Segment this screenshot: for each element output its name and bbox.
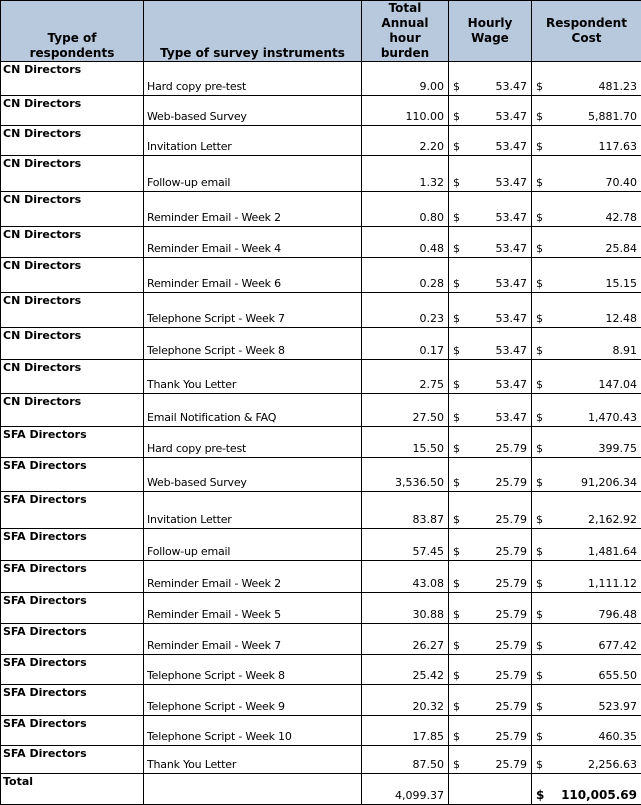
table-row (1, 716, 641, 746)
cost-currency: $ (536, 378, 543, 391)
annual-hour-burden: 83.87 (362, 492, 449, 529)
respondent-cost-cell (532, 458, 641, 492)
respondent-cost-cell (532, 716, 641, 746)
respondent-cost-cell (532, 492, 641, 529)
table-row (1, 394, 641, 427)
hourly-wage-cell (449, 655, 532, 685)
header-wage-line1: Hourly (468, 16, 513, 30)
respondent-cost: 25.84 (606, 242, 638, 255)
cost-currency: $ (536, 669, 543, 682)
respondent-cost-cell (532, 529, 641, 561)
respondent-type: CN Directors (1, 126, 144, 156)
wage-currency: $ (453, 545, 460, 558)
hourly-wage: 53.47 (496, 344, 528, 357)
respondent-type: SFA Directors (1, 458, 144, 492)
respondent-cost: 460.35 (599, 730, 638, 743)
cost-currency: $ (536, 312, 543, 325)
header-instruments: Type of survey instruments (144, 1, 362, 62)
annual-hour-burden: 2.75 (362, 360, 449, 394)
survey-instrument: Hard copy pre-test (144, 427, 362, 458)
header-cost (532, 1, 641, 62)
cost-currency: $ (536, 639, 543, 652)
respondent-type: CN Directors (1, 328, 144, 360)
survey-instrument: Reminder Email - Week 6 (144, 258, 362, 293)
annual-hour-burden: 87.50 (362, 746, 449, 774)
table-body (1, 62, 641, 774)
respondent-type: CN Directors (1, 96, 144, 126)
total-cost-cell (532, 774, 641, 805)
table-row (1, 561, 641, 593)
table-row (1, 655, 641, 685)
wage-currency: $ (453, 344, 460, 357)
table-row (1, 685, 641, 716)
wage-currency: $ (453, 669, 460, 682)
hourly-wage-cell (449, 394, 532, 427)
wage-currency: $ (453, 639, 460, 652)
wage-currency: $ (453, 378, 460, 391)
table-row (1, 126, 641, 156)
table-row (1, 746, 641, 774)
respondent-cost: 2,256.63 (588, 758, 637, 771)
wage-currency: $ (453, 577, 460, 590)
annual-hour-burden: 9.00 (362, 62, 449, 96)
survey-instrument: Email Notification & FAQ (144, 394, 362, 427)
total-row (1, 774, 641, 805)
hourly-wage: 25.79 (496, 669, 528, 682)
header-burden (362, 1, 449, 62)
hourly-wage: 25.79 (496, 730, 528, 743)
annual-hour-burden: 0.28 (362, 258, 449, 293)
cost-currency: $ (536, 242, 543, 255)
respondent-cost-cell (532, 561, 641, 593)
survey-instrument: Reminder Email - Week 5 (144, 593, 362, 624)
respondent-cost: 42.78 (606, 211, 638, 224)
respondent-type: CN Directors (1, 394, 144, 427)
hourly-wage: 25.79 (496, 639, 528, 652)
annual-hour-burden: 2.20 (362, 126, 449, 156)
respondent-type: CN Directors (1, 192, 144, 227)
respondent-type: SFA Directors (1, 655, 144, 685)
respondent-cost: 677.42 (599, 639, 638, 652)
respondent-cost-cell (532, 96, 641, 126)
table-row (1, 492, 641, 529)
hourly-wage-cell (449, 96, 532, 126)
wage-currency: $ (453, 700, 460, 713)
respondent-type: CN Directors (1, 293, 144, 328)
cost-currency: $ (536, 545, 543, 558)
header-burden-line2: hour burden (381, 31, 429, 60)
wage-currency: $ (453, 411, 460, 424)
respondent-cost: 2,162.92 (588, 513, 637, 526)
respondent-type: SFA Directors (1, 593, 144, 624)
respondent-cost-cell (532, 593, 641, 624)
survey-instrument: Telephone Script - Week 8 (144, 328, 362, 360)
survey-instrument: Follow-up email (144, 529, 362, 561)
respondent-cost-cell (532, 192, 641, 227)
survey-instrument: Reminder Email - Week 2 (144, 192, 362, 227)
annual-hour-burden: 17.85 (362, 716, 449, 746)
wage-currency: $ (453, 140, 460, 153)
hourly-wage-cell (449, 624, 532, 655)
respondent-cost-cell (532, 394, 641, 427)
table-row (1, 192, 641, 227)
annual-hour-burden: 0.48 (362, 227, 449, 258)
respondent-type: SFA Directors (1, 624, 144, 655)
cost-currency: $ (536, 476, 543, 489)
respondent-cost-cell (532, 746, 641, 774)
respondent-type: CN Directors (1, 62, 144, 96)
hourly-wage: 53.47 (496, 411, 528, 424)
cost-currency: $ (536, 277, 543, 290)
hourly-wage-cell (449, 258, 532, 293)
hourly-wage: 25.79 (496, 577, 528, 590)
respondent-cost-cell (532, 293, 641, 328)
respondent-cost: 1,470.43 (588, 411, 637, 424)
respondent-cost: 1,481.64 (588, 545, 637, 558)
cost-currency: $ (536, 577, 543, 590)
respondent-cost: 5,881.70 (588, 110, 637, 123)
respondent-cost-cell (532, 427, 641, 458)
respondent-cost: 12.48 (606, 312, 638, 325)
hourly-wage-cell (449, 492, 532, 529)
survey-instrument: Reminder Email - Week 4 (144, 227, 362, 258)
cost-currency: $ (536, 110, 543, 123)
header-wage-line2: Wage (471, 31, 509, 45)
cost-currency: $ (536, 80, 543, 93)
survey-instrument: Invitation Letter (144, 126, 362, 156)
table-row (1, 458, 641, 492)
hourly-wage-cell (449, 293, 532, 328)
respondent-type: SFA Directors (1, 561, 144, 593)
hourly-wage-cell (449, 62, 532, 96)
respondent-cost: 523.97 (599, 700, 638, 713)
respondent-cost: 117.63 (599, 140, 638, 153)
wage-currency: $ (453, 176, 460, 189)
respondent-cost: 8.91 (613, 344, 638, 357)
cost-currency: $ (536, 700, 543, 713)
annual-hour-burden: 1.32 (362, 156, 449, 192)
header-row (1, 1, 641, 62)
hourly-wage: 53.47 (496, 140, 528, 153)
table-row (1, 62, 641, 96)
hourly-wage-cell (449, 192, 532, 227)
respondent-cost-cell (532, 62, 641, 96)
respondent-type: SFA Directors (1, 492, 144, 529)
survey-instrument: Hard copy pre-test (144, 62, 362, 96)
respondent-cost-cell (532, 227, 641, 258)
wage-currency: $ (453, 312, 460, 325)
hourly-wage-cell (449, 716, 532, 746)
header-respondents: Type of respondents (1, 1, 144, 62)
respondent-cost: 91,206.34 (581, 476, 637, 489)
table-row (1, 624, 641, 655)
hourly-wage-cell (449, 458, 532, 492)
wage-currency: $ (453, 730, 460, 743)
hourly-wage: 25.79 (496, 476, 528, 489)
cost-currency: $ (536, 758, 543, 771)
survey-instrument: Follow-up email (144, 156, 362, 192)
survey-instrument: Telephone Script - Week 10 (144, 716, 362, 746)
wage-currency: $ (453, 608, 460, 621)
wage-currency: $ (453, 242, 460, 255)
respondent-cost-cell (532, 360, 641, 394)
hourly-wage: 53.47 (496, 378, 528, 391)
wage-currency: $ (453, 513, 460, 526)
respondent-cost: 796.48 (599, 608, 638, 621)
header-wage (449, 1, 532, 62)
hourly-wage: 25.79 (496, 545, 528, 558)
hourly-wage: 53.47 (496, 211, 528, 224)
annual-hour-burden: 27.50 (362, 394, 449, 427)
hourly-wage-cell (449, 156, 532, 192)
wage-currency: $ (453, 758, 460, 771)
respondent-type: SFA Directors (1, 685, 144, 716)
wage-currency: $ (453, 442, 460, 455)
respondent-type: CN Directors (1, 360, 144, 394)
survey-instrument: Telephone Script - Week 8 (144, 655, 362, 685)
survey-instrument: Reminder Email - Week 2 (144, 561, 362, 593)
hourly-wage: 53.47 (496, 110, 528, 123)
survey-instrument: Invitation Letter (144, 492, 362, 529)
hourly-wage-cell (449, 529, 532, 561)
respondent-cost-cell (532, 655, 641, 685)
respondent-type: SFA Directors (1, 746, 144, 774)
hourly-wage-cell (449, 427, 532, 458)
survey-instrument: Thank You Letter (144, 746, 362, 774)
respondent-cost: 15.15 (606, 277, 638, 290)
hourly-wage: 53.47 (496, 176, 528, 189)
respondent-cost-cell (532, 126, 641, 156)
survey-instrument: Telephone Script - Week 9 (144, 685, 362, 716)
table-row (1, 227, 641, 258)
wage-currency: $ (453, 110, 460, 123)
hourly-wage: 53.47 (496, 242, 528, 255)
table-row (1, 593, 641, 624)
annual-hour-burden: 0.80 (362, 192, 449, 227)
total-instrument-cell (144, 774, 362, 805)
wage-currency: $ (453, 476, 460, 489)
hourly-wage: 25.79 (496, 513, 528, 526)
hourly-wage-cell (449, 561, 532, 593)
table-row (1, 156, 641, 192)
cost-currency: $ (536, 211, 543, 224)
wage-currency: $ (453, 80, 460, 93)
respondent-type: SFA Directors (1, 427, 144, 458)
hourly-wage: 25.79 (496, 758, 528, 771)
annual-hour-burden: 3,536.50 (362, 458, 449, 492)
respondent-cost: 70.40 (606, 176, 638, 189)
table-row (1, 96, 641, 126)
respondent-cost: 1,111.12 (588, 577, 637, 590)
survey-instrument: Web-based Survey (144, 96, 362, 126)
cost-currency: $ (536, 411, 543, 424)
table-row (1, 293, 641, 328)
respondent-type: CN Directors (1, 258, 144, 293)
respondent-cost: 481.23 (599, 80, 638, 93)
table-row (1, 328, 641, 360)
hourly-wage: 53.47 (496, 80, 528, 93)
respondent-cost-cell (532, 258, 641, 293)
annual-hour-burden: 110.00 (362, 96, 449, 126)
hourly-wage: 25.79 (496, 442, 528, 455)
total-wage-cell (449, 774, 532, 805)
hourly-wage-cell (449, 685, 532, 716)
annual-hour-burden: 0.17 (362, 328, 449, 360)
wage-currency: $ (453, 277, 460, 290)
cost-currency: $ (536, 176, 543, 189)
annual-hour-burden: 20.32 (362, 685, 449, 716)
annual-hour-burden: 25.42 (362, 655, 449, 685)
cost-currency: $ (536, 140, 543, 153)
cost-currency: $ (536, 513, 543, 526)
cost-currency: $ (536, 442, 543, 455)
respondent-cost: 399.75 (599, 442, 638, 455)
cost-currency: $ (536, 344, 543, 357)
total-cost-currency: $ (536, 788, 544, 802)
annual-hour-burden: 0.23 (362, 293, 449, 328)
header-burden-line1: Total Annual (381, 1, 428, 30)
annual-hour-burden: 57.45 (362, 529, 449, 561)
hourly-wage-cell (449, 126, 532, 156)
annual-hour-burden: 15.50 (362, 427, 449, 458)
table-row (1, 427, 641, 458)
hourly-wage-cell (449, 227, 532, 258)
respondent-type: CN Directors (1, 227, 144, 258)
survey-instrument: Thank You Letter (144, 360, 362, 394)
annual-hour-burden: 30.88 (362, 593, 449, 624)
header-cost-line1: Respondent (546, 16, 627, 30)
respondent-type: SFA Directors (1, 716, 144, 746)
survey-instrument: Telephone Script - Week 7 (144, 293, 362, 328)
table-row (1, 529, 641, 561)
hourly-wage: 25.79 (496, 608, 528, 621)
respondent-type: SFA Directors (1, 529, 144, 561)
respondent-cost: 147.04 (599, 378, 638, 391)
header-cost-line2: Cost (572, 31, 602, 45)
respondent-type: CN Directors (1, 156, 144, 192)
hourly-wage-cell (449, 360, 532, 394)
cost-currency: $ (536, 608, 543, 621)
respondent-cost-cell (532, 328, 641, 360)
respondent-cost-cell (532, 685, 641, 716)
total-burden: 4,099.37 (362, 774, 449, 805)
table-row (1, 360, 641, 394)
hourly-wage-cell (449, 746, 532, 774)
respondent-cost: 655.50 (599, 669, 638, 682)
hourly-wage-cell (449, 593, 532, 624)
total-cost: 110,005.69 (561, 788, 637, 802)
hourly-wage: 53.47 (496, 312, 528, 325)
total-label: Total (1, 774, 144, 805)
hourly-wage-cell (449, 328, 532, 360)
respondent-cost-cell (532, 624, 641, 655)
annual-hour-burden: 43.08 (362, 561, 449, 593)
wage-currency: $ (453, 211, 460, 224)
survey-instrument: Web-based Survey (144, 458, 362, 492)
survey-instrument: Reminder Email - Week 7 (144, 624, 362, 655)
cost-currency: $ (536, 730, 543, 743)
hourly-wage: 25.79 (496, 700, 528, 713)
respondent-cost-cell (532, 156, 641, 192)
table-row (1, 258, 641, 293)
annual-hour-burden: 26.27 (362, 624, 449, 655)
hourly-wage: 53.47 (496, 277, 528, 290)
